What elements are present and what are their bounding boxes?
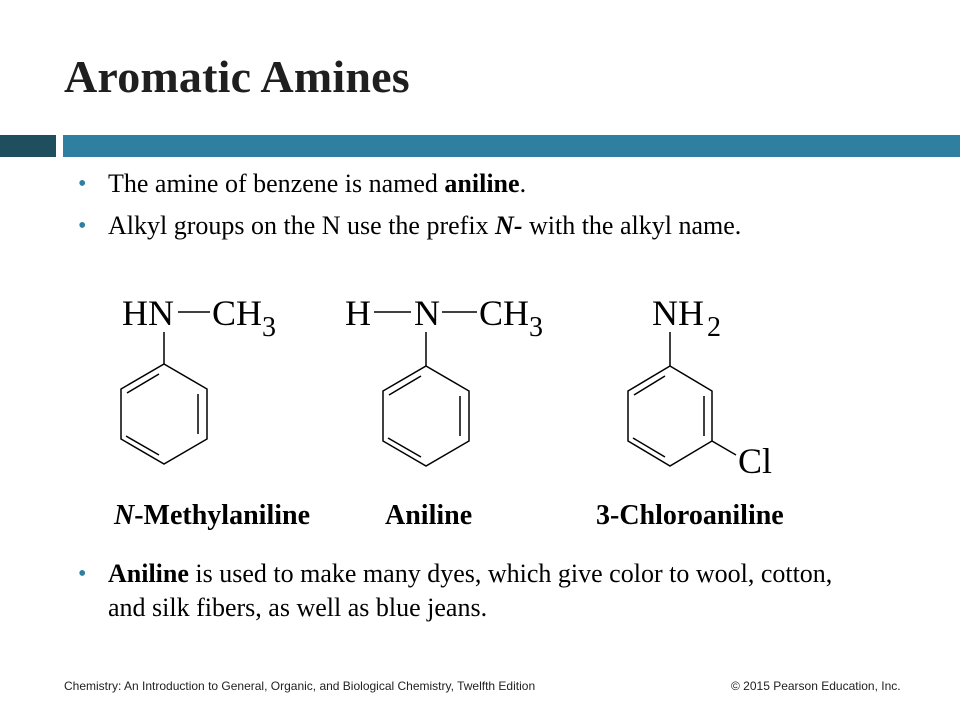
header-bar-dark bbox=[0, 135, 56, 157]
bullet-aniline-dyes bbox=[78, 557, 858, 625]
benzene-double-bonds bbox=[126, 374, 198, 455]
structure-n-methylaniline bbox=[121, 293, 276, 464]
label-subscript-2: 2 bbox=[707, 312, 721, 343]
label-nh: NH bbox=[652, 293, 704, 333]
header-bar-accent bbox=[63, 135, 960, 157]
label-subscript-3: 3 bbox=[262, 312, 276, 343]
benzene-ring bbox=[383, 366, 469, 466]
structure-aniline bbox=[345, 293, 543, 466]
label-subscript-3: 3 bbox=[529, 312, 543, 343]
label-n: N bbox=[414, 293, 440, 333]
footer-book-title: Chemistry: An Introduction to General, Organic, and Biological Chemistry, Twelfth Edition bbox=[64, 679, 536, 693]
footer-copyright: © 2015 Pearson Education, Inc. bbox=[731, 679, 901, 693]
benzene-double-bonds bbox=[633, 376, 704, 457]
chemical-structures bbox=[0, 275, 960, 485]
bullet-text: Alkyl groups on the N use the prefix N- with the alkyl name. bbox=[108, 211, 742, 240]
name-aniline: Aniline bbox=[385, 500, 473, 531]
bullet-icon: • bbox=[78, 171, 87, 197]
bullet-icon: • bbox=[78, 561, 87, 587]
bullet-icon: • bbox=[78, 213, 87, 239]
benzene-ring bbox=[121, 364, 207, 464]
bullet-text: The amine of benzene is named aniline. bbox=[108, 169, 527, 198]
bond-ring-cl bbox=[712, 441, 736, 455]
benzene-ring bbox=[628, 366, 712, 466]
label-h: H bbox=[345, 293, 371, 333]
bullet-alkyl-prefix bbox=[78, 209, 741, 243]
label-ch: CH bbox=[479, 293, 530, 333]
name-n-methylaniline: N-Methylaniline bbox=[114, 500, 310, 531]
bullet-text: Aniline is used to make many dyes, which give color to wool, cotton, and silk fibers, as well as blue jeans. bbox=[108, 559, 833, 622]
benzene-double-bonds bbox=[388, 376, 460, 457]
bullet-aniline-definition bbox=[78, 167, 526, 201]
label-ch: CH bbox=[212, 293, 263, 333]
slide-title: Aromatic Amines bbox=[64, 51, 410, 102]
structure-3-chloroaniline bbox=[628, 293, 772, 481]
name-3-chloroaniline: 3-Chloroaniline bbox=[596, 500, 784, 531]
label-hn: HN bbox=[122, 293, 174, 333]
label-cl: Cl bbox=[738, 441, 773, 481]
